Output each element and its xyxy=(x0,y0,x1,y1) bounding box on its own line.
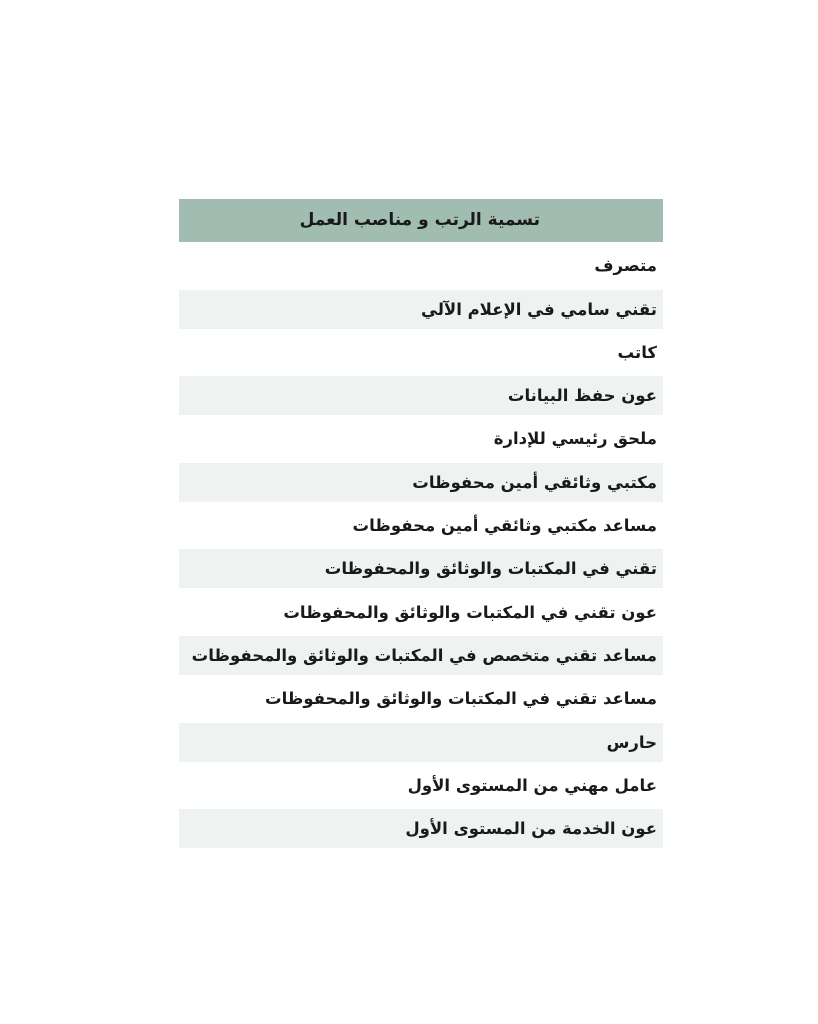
table-row: مساعد تقني متخصص في المكتبات والوثائق والمحفوظات xyxy=(179,636,663,675)
table-row: عون الخدمة من المستوى الأول xyxy=(179,809,663,848)
ranks-table xyxy=(179,199,663,848)
table-header: تسمية الرتب و مناصب العمل xyxy=(179,199,663,242)
table-row: عون تقني في المكتبات والوثائق والمحفوظات xyxy=(283,602,657,622)
table-row: متصرف xyxy=(594,256,657,276)
table-row: مساعد مكتبي وثائقي أمين محفوظات xyxy=(352,516,657,536)
table-row: ملحق رئيسي للإدارة xyxy=(493,429,657,449)
table-row: حارس xyxy=(179,723,663,762)
table-row: عامل مهني من المستوى الأول xyxy=(407,775,657,795)
table-row: تقني في المكتبات والوثائق والمحفوظات xyxy=(179,549,663,588)
table-row: كاتب xyxy=(617,342,657,362)
table-row: عون حفظ البيانات xyxy=(179,376,663,415)
table-row: مساعد تقني في المكتبات والوثائق والمحفوظات xyxy=(265,689,657,709)
table-row: مكتبي وثائقي أمين محفوظات xyxy=(179,463,663,502)
table-row: تقني سامي في الإعلام الآلي xyxy=(179,290,663,329)
